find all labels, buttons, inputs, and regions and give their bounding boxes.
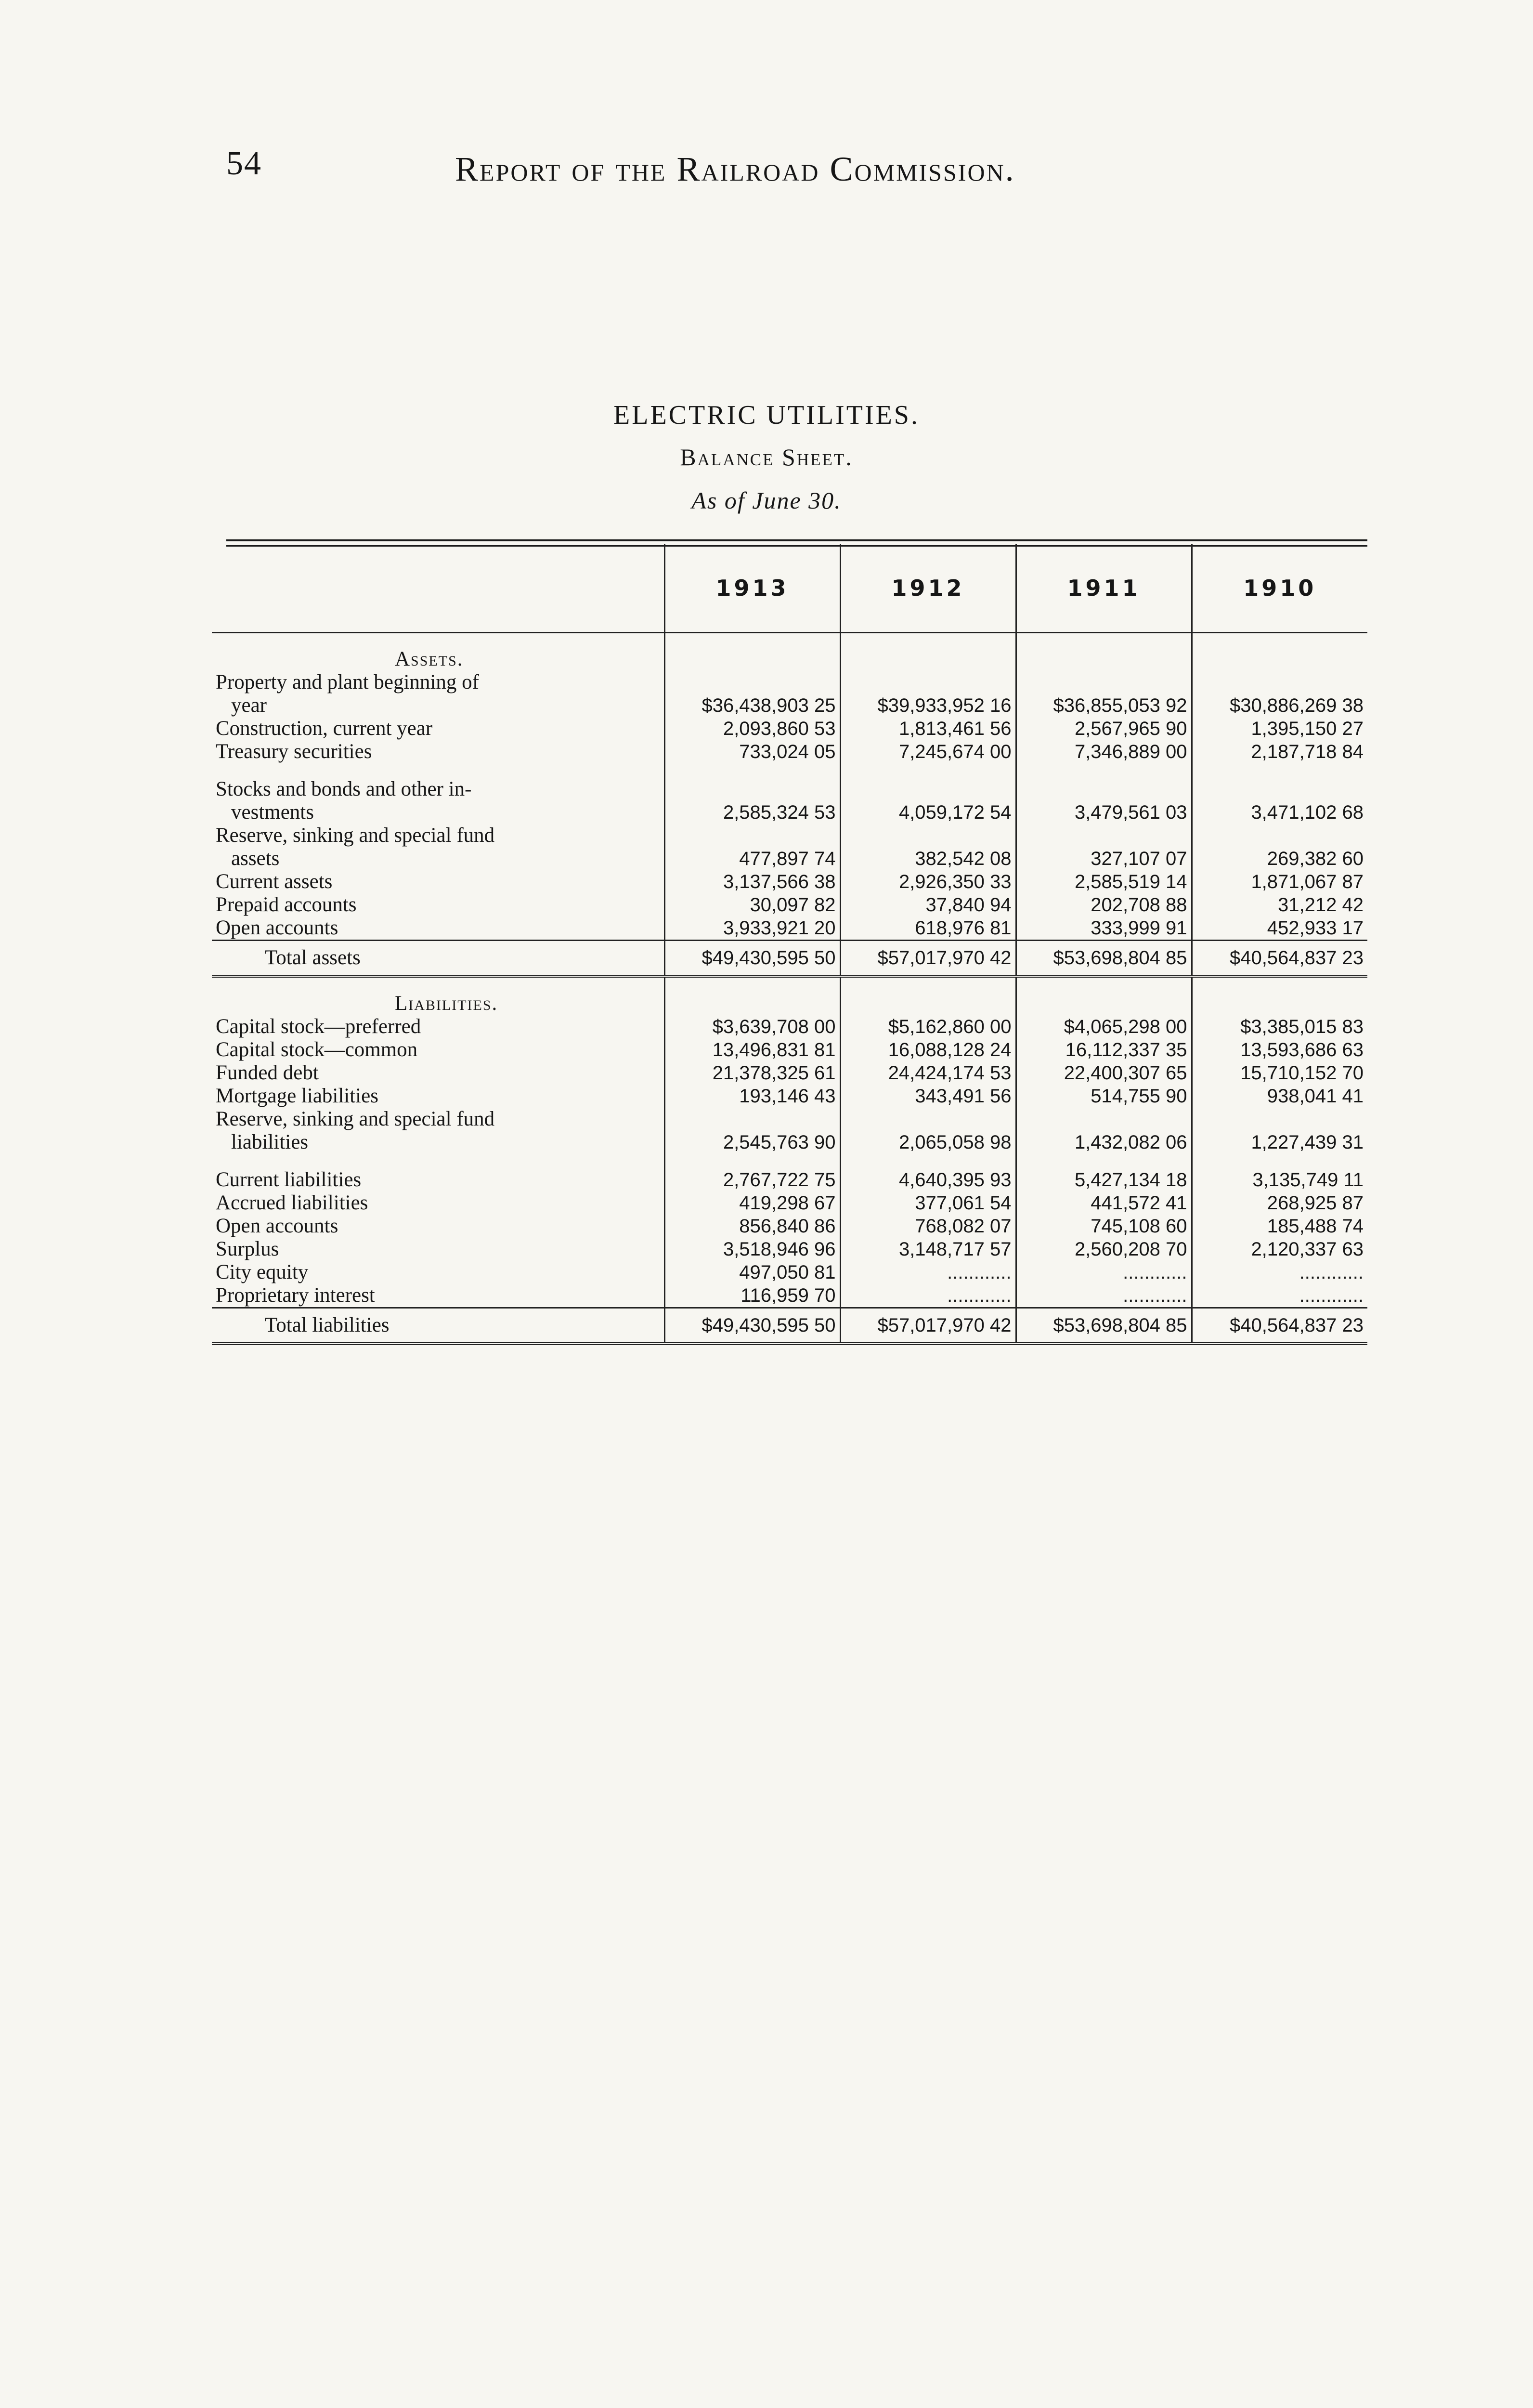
cell-1912: 4,640,395 93 xyxy=(840,1168,1016,1191)
cell-1910: 3,471,102 68 xyxy=(1192,801,1367,824)
table-row xyxy=(212,694,1367,717)
cell-1913: 13,496,831 81 xyxy=(664,1038,840,1061)
total-assets-1911: $53,698,804 85 xyxy=(1016,941,1192,977)
row-label: Accrued liabilities xyxy=(216,1191,368,1214)
cell-1911: 514,755 90 xyxy=(1016,1085,1192,1108)
cell-1911: 2,585,519 14 xyxy=(1016,870,1192,893)
table-row xyxy=(212,893,1367,916)
cell-1911: ............ xyxy=(1016,1261,1192,1284)
cell-1913: 3,933,921 20 xyxy=(664,916,840,941)
cell-1912: $39,933,952 16 xyxy=(840,694,1016,717)
cell-1911: ............ xyxy=(1016,1284,1192,1308)
table-row xyxy=(212,1131,1367,1154)
table-row xyxy=(212,1215,1367,1238)
cell-1913: 497,050 81 xyxy=(664,1261,840,1284)
table-row xyxy=(212,1238,1367,1261)
total-liabilities-1910: $40,564,837 23 xyxy=(1192,1308,1367,1344)
cell-1911: 1,432,082 06 xyxy=(1016,1131,1192,1154)
table-row xyxy=(212,870,1367,893)
cell-1913: 193,146 43 xyxy=(664,1085,840,1108)
spacer-row xyxy=(212,763,1367,778)
column-header-1910: 1910 xyxy=(1192,544,1367,633)
total-liabilities-section xyxy=(212,1308,1367,1344)
cell-1910: 1,395,150 27 xyxy=(1192,717,1367,740)
cell-1910: ............ xyxy=(1192,1284,1367,1308)
cell-1910: 268,925 87 xyxy=(1192,1191,1367,1215)
table-row xyxy=(212,740,1367,763)
table-row xyxy=(212,1168,1367,1191)
table-subtitle: Balance Sheet. xyxy=(680,444,853,471)
cell-1913 xyxy=(664,824,840,847)
row-label: Current assets xyxy=(216,870,333,893)
liabilities-heading-row xyxy=(212,976,1367,1015)
cell-1910: 3,135,749 11 xyxy=(1192,1168,1367,1191)
row-label: Open accounts xyxy=(216,916,338,939)
assets-section xyxy=(212,633,1367,941)
row-label: Property and plant beginning of xyxy=(216,671,479,694)
table-row xyxy=(212,847,1367,870)
cell-1910: 1,227,439 31 xyxy=(1192,1131,1367,1154)
table-row xyxy=(212,1015,1367,1038)
cell-1911 xyxy=(1016,778,1192,801)
row-label: Funded debt xyxy=(216,1061,319,1084)
cell-1913: 477,897 74 xyxy=(664,847,840,870)
cell-1913 xyxy=(664,671,840,694)
cell-1911 xyxy=(1016,1108,1192,1131)
cell-1911: 327,107 07 xyxy=(1016,847,1192,870)
table-title: ELECTRIC UTILITIES. xyxy=(613,400,920,430)
cell-1912 xyxy=(840,778,1016,801)
label-column-header xyxy=(212,544,664,633)
total-liabilities-1913: $49,430,595 50 xyxy=(664,1308,840,1344)
cell-1910: 31,212 42 xyxy=(1192,893,1367,916)
liabilities-heading: Liabilities. xyxy=(395,992,498,1015)
row-label: City equity xyxy=(216,1261,309,1283)
total-assets-section xyxy=(212,941,1367,977)
cell-1912: 4,059,172 54 xyxy=(840,801,1016,824)
assets-heading-row xyxy=(212,633,1367,671)
balance-sheet-table xyxy=(212,544,1367,1345)
cell-1910 xyxy=(1192,778,1367,801)
cell-1913: $3,639,708 00 xyxy=(664,1015,840,1038)
cell-1911: 22,400,307 65 xyxy=(1016,1061,1192,1085)
cell-1910: $3,385,015 83 xyxy=(1192,1015,1367,1038)
cell-1913: 419,298 67 xyxy=(664,1191,840,1215)
cell-1913: 116,959 70 xyxy=(664,1284,840,1308)
cell-1912: 7,245,674 00 xyxy=(840,740,1016,763)
cell-1912: 377,061 54 xyxy=(840,1191,1016,1215)
table-row xyxy=(212,1191,1367,1215)
cell-1913: 21,378,325 61 xyxy=(664,1061,840,1085)
cell-1911: $4,065,298 00 xyxy=(1016,1015,1192,1038)
total-assets-1913: $49,430,595 50 xyxy=(664,941,840,977)
cell-1910: 938,041 41 xyxy=(1192,1085,1367,1108)
cell-1910: 269,382 60 xyxy=(1192,847,1367,870)
table-row xyxy=(212,1108,1367,1131)
total-assets-row xyxy=(212,941,1367,977)
cell-1910: 452,933 17 xyxy=(1192,916,1367,941)
total-liabilities-1911: $53,698,804 85 xyxy=(1016,1308,1192,1344)
cell-1913: 733,024 05 xyxy=(664,740,840,763)
table-row xyxy=(212,1085,1367,1108)
assets-heading: Assets. xyxy=(395,648,464,670)
row-label: Mortgage liabilities xyxy=(216,1085,378,1107)
cell-1911: 202,708 88 xyxy=(1016,893,1192,916)
row-label: Open accounts xyxy=(216,1215,338,1237)
cell-1911: 2,560,208 70 xyxy=(1016,1238,1192,1261)
cell-1912: 24,424,174 53 xyxy=(840,1061,1016,1085)
total-assets-1912: $57,017,970 42 xyxy=(840,941,1016,977)
row-label: Current liabilities xyxy=(216,1168,362,1191)
cell-1912: 343,491 56 xyxy=(840,1085,1016,1108)
row-label: liabilities xyxy=(231,1131,309,1153)
cell-1912 xyxy=(840,1108,1016,1131)
spacer-row xyxy=(212,1154,1367,1168)
cell-1912: 2,926,350 33 xyxy=(840,870,1016,893)
cell-1910 xyxy=(1192,671,1367,694)
cell-1911: 5,427,134 18 xyxy=(1016,1168,1192,1191)
cell-1911: 441,572 41 xyxy=(1016,1191,1192,1215)
cell-1913: 2,767,722 75 xyxy=(664,1168,840,1191)
table-row xyxy=(212,916,1367,941)
row-label: assets xyxy=(231,847,280,870)
row-label: Proprietary interest xyxy=(216,1284,375,1307)
cell-1912: 37,840 94 xyxy=(840,893,1016,916)
cell-1912: 618,976 81 xyxy=(840,916,1016,941)
column-header-1912: 1912 xyxy=(840,544,1016,633)
cell-1911: 16,112,337 35 xyxy=(1016,1038,1192,1061)
cell-1913: 2,545,763 90 xyxy=(664,1131,840,1154)
cell-1912: 768,082 07 xyxy=(840,1215,1016,1238)
cell-1911: 7,346,889 00 xyxy=(1016,740,1192,763)
row-label: Reserve, sinking and special fund xyxy=(216,1108,495,1130)
row-label: Stocks and bonds and other in- xyxy=(216,778,472,800)
cell-1911 xyxy=(1016,671,1192,694)
total-assets-label: Total assets xyxy=(212,941,664,977)
total-liabilities-1912: $57,017,970 42 xyxy=(840,1308,1016,1344)
table-row xyxy=(212,1061,1367,1085)
table-row xyxy=(212,1284,1367,1308)
page-number: 54 xyxy=(226,145,262,182)
cell-1911: 2,567,965 90 xyxy=(1016,717,1192,740)
cell-1912: 1,813,461 56 xyxy=(840,717,1016,740)
cell-1910 xyxy=(1192,824,1367,847)
row-label: Construction, current year xyxy=(216,717,433,740)
column-header-1913: 1913 xyxy=(664,544,840,633)
table-row xyxy=(212,801,1367,824)
cell-1912 xyxy=(840,671,1016,694)
cell-1912 xyxy=(840,824,1016,847)
running-head: Report of the Railroad Commission. xyxy=(455,150,1015,188)
row-label: Prepaid accounts xyxy=(216,893,357,916)
cell-1910: 13,593,686 63 xyxy=(1192,1038,1367,1061)
row-label: vestments xyxy=(231,801,314,824)
row-label: Surplus xyxy=(216,1238,279,1260)
cell-1912: 3,148,717 57 xyxy=(840,1238,1016,1261)
cell-1910 xyxy=(1192,1108,1367,1131)
row-label: Reserve, sinking and special fund xyxy=(216,824,495,847)
cell-1913: 2,585,324 53 xyxy=(664,801,840,824)
cell-1913: 3,137,566 38 xyxy=(664,870,840,893)
cell-1910: ............ xyxy=(1192,1261,1367,1284)
row-label: Treasury securities xyxy=(216,740,372,763)
cell-1910: 2,187,718 84 xyxy=(1192,740,1367,763)
cell-1910: 1,871,067 87 xyxy=(1192,870,1367,893)
cell-1913 xyxy=(664,778,840,801)
cell-1912: 2,065,058 98 xyxy=(840,1131,1016,1154)
cell-1911: 333,999 91 xyxy=(1016,916,1192,941)
cell-1912: $5,162,860 00 xyxy=(840,1015,1016,1038)
cell-1913: 30,097 82 xyxy=(664,893,840,916)
total-assets-1910: $40,564,837 23 xyxy=(1192,941,1367,977)
table-row xyxy=(212,717,1367,740)
cell-1911 xyxy=(1016,824,1192,847)
table-dateline: As of June 30. xyxy=(691,487,842,514)
column-header-1911: 1911 xyxy=(1016,544,1192,633)
cell-1910: $30,886,269 38 xyxy=(1192,694,1367,717)
cell-1912: 16,088,128 24 xyxy=(840,1038,1016,1061)
cell-1911: 745,108 60 xyxy=(1016,1215,1192,1238)
liabilities-section xyxy=(212,976,1367,1308)
cell-1912: ............ xyxy=(840,1261,1016,1284)
cell-1910: 185,488 74 xyxy=(1192,1215,1367,1238)
cell-1911: 3,479,561 03 xyxy=(1016,801,1192,824)
cell-1912: 382,542 08 xyxy=(840,847,1016,870)
row-label: Capital stock—common xyxy=(216,1038,418,1061)
cell-1910: 2,120,337 63 xyxy=(1192,1238,1367,1261)
cell-1913: 3,518,946 96 xyxy=(664,1238,840,1261)
row-label: Capital stock—preferred xyxy=(216,1015,421,1038)
cell-1913: 2,093,860 53 xyxy=(664,717,840,740)
cell-1911: $36,855,053 92 xyxy=(1016,694,1192,717)
cell-1913: $36,438,903 25 xyxy=(664,694,840,717)
table-row xyxy=(212,824,1367,847)
total-liabilities-label: Total liabilities xyxy=(212,1308,664,1344)
header-row xyxy=(212,544,1367,633)
row-label: year xyxy=(231,694,267,717)
total-liabilities-row xyxy=(212,1308,1367,1344)
table-row xyxy=(212,1261,1367,1284)
cell-1912: ............ xyxy=(840,1284,1016,1308)
table-row xyxy=(212,778,1367,801)
cell-1913 xyxy=(664,1108,840,1131)
cell-1910: 15,710,152 70 xyxy=(1192,1061,1367,1085)
top-rule xyxy=(226,539,1367,541)
cell-1913: 856,840 86 xyxy=(664,1215,840,1238)
table-row xyxy=(212,1038,1367,1061)
table-row xyxy=(212,671,1367,694)
